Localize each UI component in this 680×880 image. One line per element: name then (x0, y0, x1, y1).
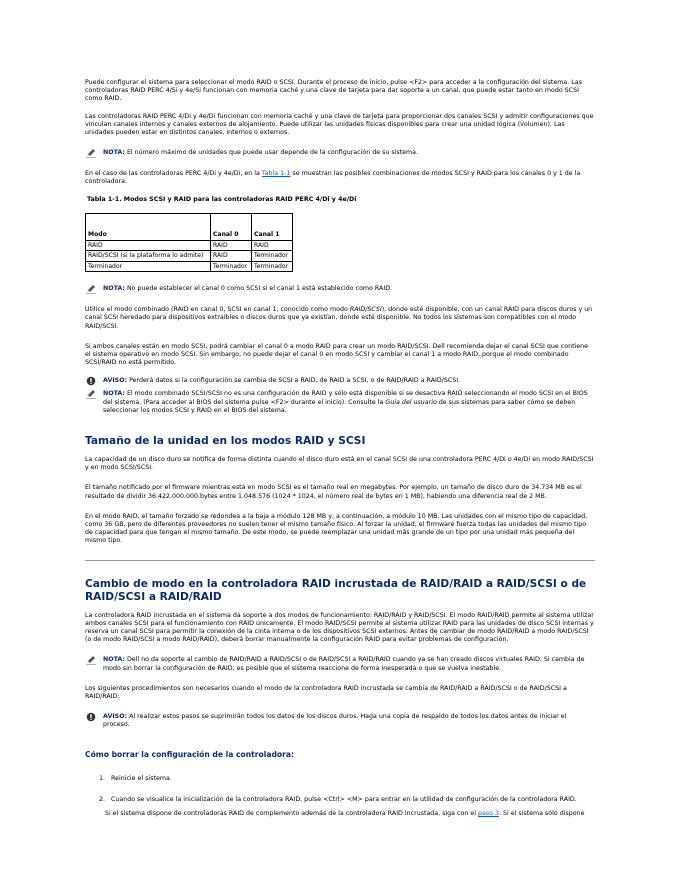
intro-paragraph-2: Las controladoras RAID PERC 4/Di y 4e/Di funcionan con memoria caché y una clave de tarjeta para proporcionar dos canales SCSI y admitir configuraciones que vinculan canales internos y canales externos de alojamiento. Puede utilizar las unidades físicas disponibles para crear una unidad lógica (volumen). Las unidades pueden estar en distintos canales, internos o externos. (85, 112, 594, 137)
drive-size-paragraph-1: La capacidad de un disco duro se notifica de forma distinta cuando el disco duro está en el canal SCSI de una controladora PERC 4/Di o 4e/Di en modo RAID/SCSI y en modo SCSI/SCSI. (85, 455, 594, 472)
note-label: NOTA: (103, 285, 125, 293)
step-3-link[interactable]: paso 3 (477, 810, 499, 818)
note-text: El número máximo de unidades que puede usar depende de la configuración de su sistema. (124, 149, 418, 157)
section-heading-drive-size: Tamaño de la unidad en los modos RAID y SCSI (85, 434, 366, 447)
note-text: No puede establecer el canal 0 como SCSI si el canal 1 está establecido como RAID. (124, 285, 393, 293)
note-scsi-scsi-mode: NOTA: El modo combinado SCSI/SCSI no es una configuración de RAID y sólo está disponible si se desactiva RAID seleccionando el modo SCSI en el BIOS del sistema. (Para acceder al BIOS del sistema pulse <F2> durante el inicio). Consulte la Guía del usuario de sus sistemas para saber cómo se deben seleccionar los modos SCSI y RAID en el BIOS del sistema. (85, 390, 595, 415)
table-row: RAID RAID RAID (86, 240, 293, 251)
table-row: Terminador Terminador Terminador (86, 261, 293, 272)
document-page (85, 79, 595, 818)
header-mode: Modo (86, 219, 211, 241)
list-item: 2. Cuando se visualice la inicialización de la controladora RAID, pulse <Ctrl> <M> para entrar en la utilidad de configuración de la controladora RAID. (98, 795, 577, 803)
note-max-drives (85, 149, 595, 158)
header-channel-0: Canal 0 (211, 219, 252, 241)
note-channel-0 (85, 285, 595, 294)
pencil-note-icon (85, 148, 97, 158)
warning-text: Al realizar estos pasos se suprimirán todos los datos de los discos duros. Haga una copia de respaldo de todos los datos antes de iniciar el proceso. (103, 713, 567, 729)
warning-label: AVISO: (103, 377, 128, 385)
drive-size-paragraph-2: El tamaño notificado por el firmware mientras está en modo SCSI es el tamaño real en megabytes. Por ejemplo, un tamaño de disco duro de 34.734 MB es el resultado de dividir 36.422.000.000 bytes entre 1.048.576 (1024 * 1024, el número real de bytes en 1 MB), habiendo una diferencia real de 2 MB. (85, 484, 582, 500)
note-label: NOTA: (103, 656, 125, 664)
header-channel-1: Canal 1 (252, 219, 293, 241)
list-item: 1. Reinicie el sistema. (98, 774, 172, 782)
table-row: RAID/SCSI (si la plataforma lo admite) RAID Terminador (86, 251, 293, 262)
table-reference-paragraph: En el caso de las controladoras PERC 4/Di y 4e/Di, en la Tabla 1-1 se muestran las posibles combinaciones de modos SCSI y RAID para los canales 0 y 1 de la controladora. (85, 170, 581, 186)
mode-change-paragraph-2: Los siguientes procedimientos son necesarios cuando el modo de la controladora RAID incrustada se cambia de RAID/RAID a RAID/SCSI o de RAID/SCSI a RAID/RAID: (85, 684, 567, 700)
drive-size-paragraph-3: En el modo RAID, el tamaño forzado se redondea a la baja a módulo 128 MB y, a continuación, a módulo 10 MB. Las unidades con el mismo tipo de capacidad, como 36 GB, pero de diferentes proveedores no suelen tener el mismo tamaño físico. Al forzar la unidad, el firmware fuerza todas las unidades del mismo tipo de capacidad para que tengan el mismo tamaño. De este modo, se puede reemplazar una unidad más grande de un tipo por una unidad más pequeña del mismo tipo. (85, 512, 588, 545)
scsi-channels-paragraph: Si ambos canales están en modo SCSI, podrá cambiar el canal 0 a modo RAID para crear un modo RAID/SCSI. Dell recomienda dejar el canal SCSI que contiene el sistema operativo en modo SCSI. Sin embargo, no puede dejar el canal 0 en modo SCSI y cambiar el canal 1 a modo RAID, porque el modo combinado SCSI/RAID no está permitido. (85, 342, 589, 367)
step-2-detail: Si el sistema dispone de controladoras RAID de complemento además de la controladora RAID incrustada, siga con el paso 3. Si el sistema sólo dispone (105, 810, 585, 818)
combined-mode-paragraph: Utilice el modo combinado (RAID en canal 0, SCSI en canal 1, conocido como modo RAID/SCSI), donde esté disponible, con un canal RAID para discos duros y un canal SCSI heredado para dispositivos extraíbles o discos duros que ya existían, donde esté disponible. No todos los sistemas son compatibles con el modo RAID/SCSI. (85, 306, 593, 330)
warning-label: AVISO: (103, 713, 128, 721)
pencil-note-icon (85, 389, 97, 399)
pencil-note-icon (85, 655, 97, 665)
table-1-1-link[interactable]: Tabla 1-1 (261, 170, 291, 178)
warning-text: Perderá datos si la configuración se cambia de SCSI a RAID, de RAID a SCSI, o de RAID/RAID a RAID/SCSI. (127, 377, 461, 385)
subheading-clear-config: Cómo borrar la configuración de la controladora: (85, 749, 295, 759)
note-label: NOTA: (103, 149, 125, 157)
warning-data-loss (85, 377, 595, 386)
note-label: NOTA: (103, 390, 125, 398)
note-text: Dell no da soporte al cambio de RAID/RAID a RAID/SCSI o de RAID/SCSI a RAID/RAID cuando ya se han creado discos virtuales RAID. Si cambia de modo sin borrar la configuración de RAID, es posible que el sistema reaccione de forma inesperada o que se vuelva inestable. (103, 656, 585, 672)
warning-icon (85, 376, 97, 386)
table-caption: Tabla 1-1. Modos SCSI y RAID para las controladoras RAID PERC 4/Di y 4e/Di (87, 195, 357, 203)
table-header-row (86, 219, 293, 241)
procedure-steps (85, 775, 595, 804)
section-heading-mode-change: Cambio de modo en la controladora RAID incrustada de RAID/RAID a RAID/SCSI o de RAID/SCSI a RAID/RAID (85, 577, 587, 603)
warning-icon (85, 712, 97, 722)
warning-delete-data (85, 713, 595, 729)
pencil-note-icon (85, 284, 97, 294)
note-mode-change (85, 656, 595, 672)
mode-change-paragraph-1: La controladora RAID incrustada en el sistema da soporte a dos modos de funcionamiento: RAID/RAID y RAID/SCSI. El modo RAID/RAID permite al sistema utilizar ambos canales SCSI para el funcionamiento con RAID únicamente. El modo RAID/SCSI permite al sistema utilizar RAID para las unidades de disco SCSI internas y reserva un canal SCSI para permitir la conexión de la cinta interna o de los dispositivos SCSI externos. Antes de cambiar de modo RAID/RAID a modo RAID/SCSI (o de modo RAID/SCSI a modo RAID/RAID), deberá borrar manualmente la configuración RAID para evitar problemas de configuración. (85, 611, 594, 644)
intro-paragraph-1: Puede configurar el sistema para seleccionar el modo RAID o SCSI. Durante el proceso de inicio, pulse <F2> para acceder a la configuración del sistema. Las controladoras RAID PERC 4/Si y 4e/Si funcionan con memoria caché y una clave de tarjeta para dar soporte a un canal, que puede estar tanto en modo SCSI como RAID. (85, 79, 582, 103)
raid-scsi-modes-table (85, 213, 293, 273)
